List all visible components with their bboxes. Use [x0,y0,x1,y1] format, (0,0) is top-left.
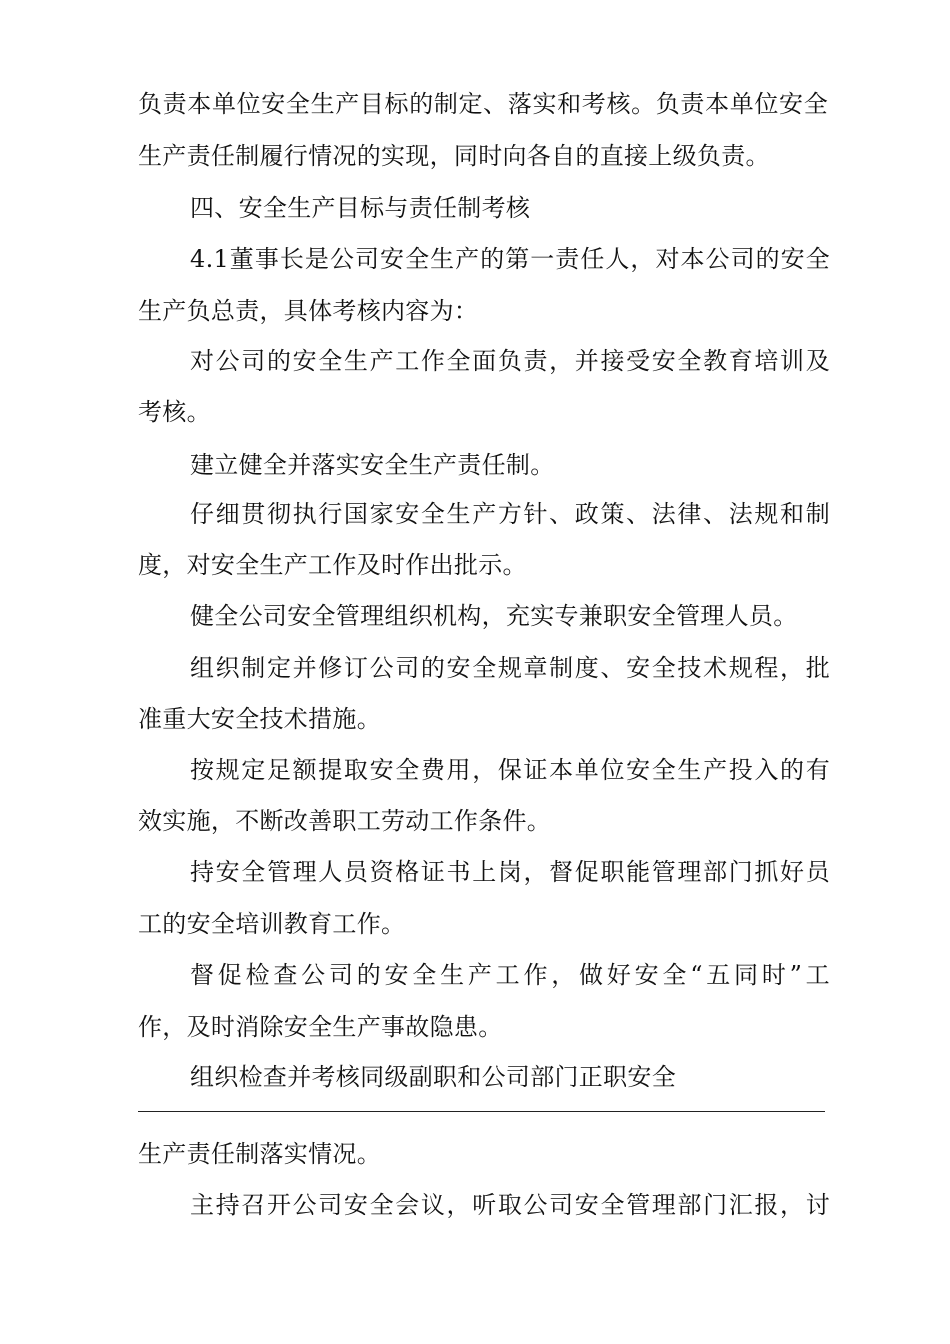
text-line: 度，对安全生产工作及时作出批示。 [138,551,527,579]
text-line: 生产责任制落实情况。 [138,1140,381,1168]
text-line: 生产负总责，具体考核内容为： [138,297,479,325]
text-line: 4.1董事长是公司安全生产的第一责任人，对本公司的安全 [190,245,830,273]
text-line: 督促检查公司的安全生产工作，做好安全“五同时”工 [190,961,830,989]
text-line: 持安全管理人员资格证书上岗，督促职能管理部门抓好员 [190,858,830,886]
text-line: 仔细贯彻执行国家安全生产方针、政策、法律、法规和制 [190,500,830,528]
text-line: 作，及时消除安全生产事故隐患。 [138,1013,503,1041]
text-line: 按规定足额提取安全费用，保证本单位安全生产投入的有 [190,756,830,784]
horizontal-divider [138,1111,825,1112]
text-line: 健全公司安全管理组织机构，充实专兼职安全管理人员。 [190,602,798,630]
text-line: 组织检查并考核同级副职和公司部门正职安全 [190,1063,676,1091]
text-line: 组织制定并修订公司的安全规章制度、安全技术规程，批 [190,654,830,682]
text-line: 负责本单位安全生产目标的制定、落实和考核。负责本单位安全 [138,90,828,118]
text-line: 效实施，不断改善职工劳动工作条件。 [138,807,552,835]
section-heading: 四、安全生产目标与责任制考核 [190,194,531,222]
text-line: 对公司的安全生产工作全面负责，并接受安全教育培训及 [190,347,830,375]
text-line: 考核。 [138,398,211,426]
text-line: 准重大安全技术措施。 [138,705,381,733]
text-line: 主持召开公司安全会议，听取公司安全管理部门汇报，讨 [190,1191,830,1219]
text-line: 建立健全并落实安全生产责任制。 [190,451,555,479]
text-line: 工的安全培训教育工作。 [138,910,406,938]
text-line: 生产责任制履行情况的实现，同时向各自的直接上级负责。 [138,142,770,170]
